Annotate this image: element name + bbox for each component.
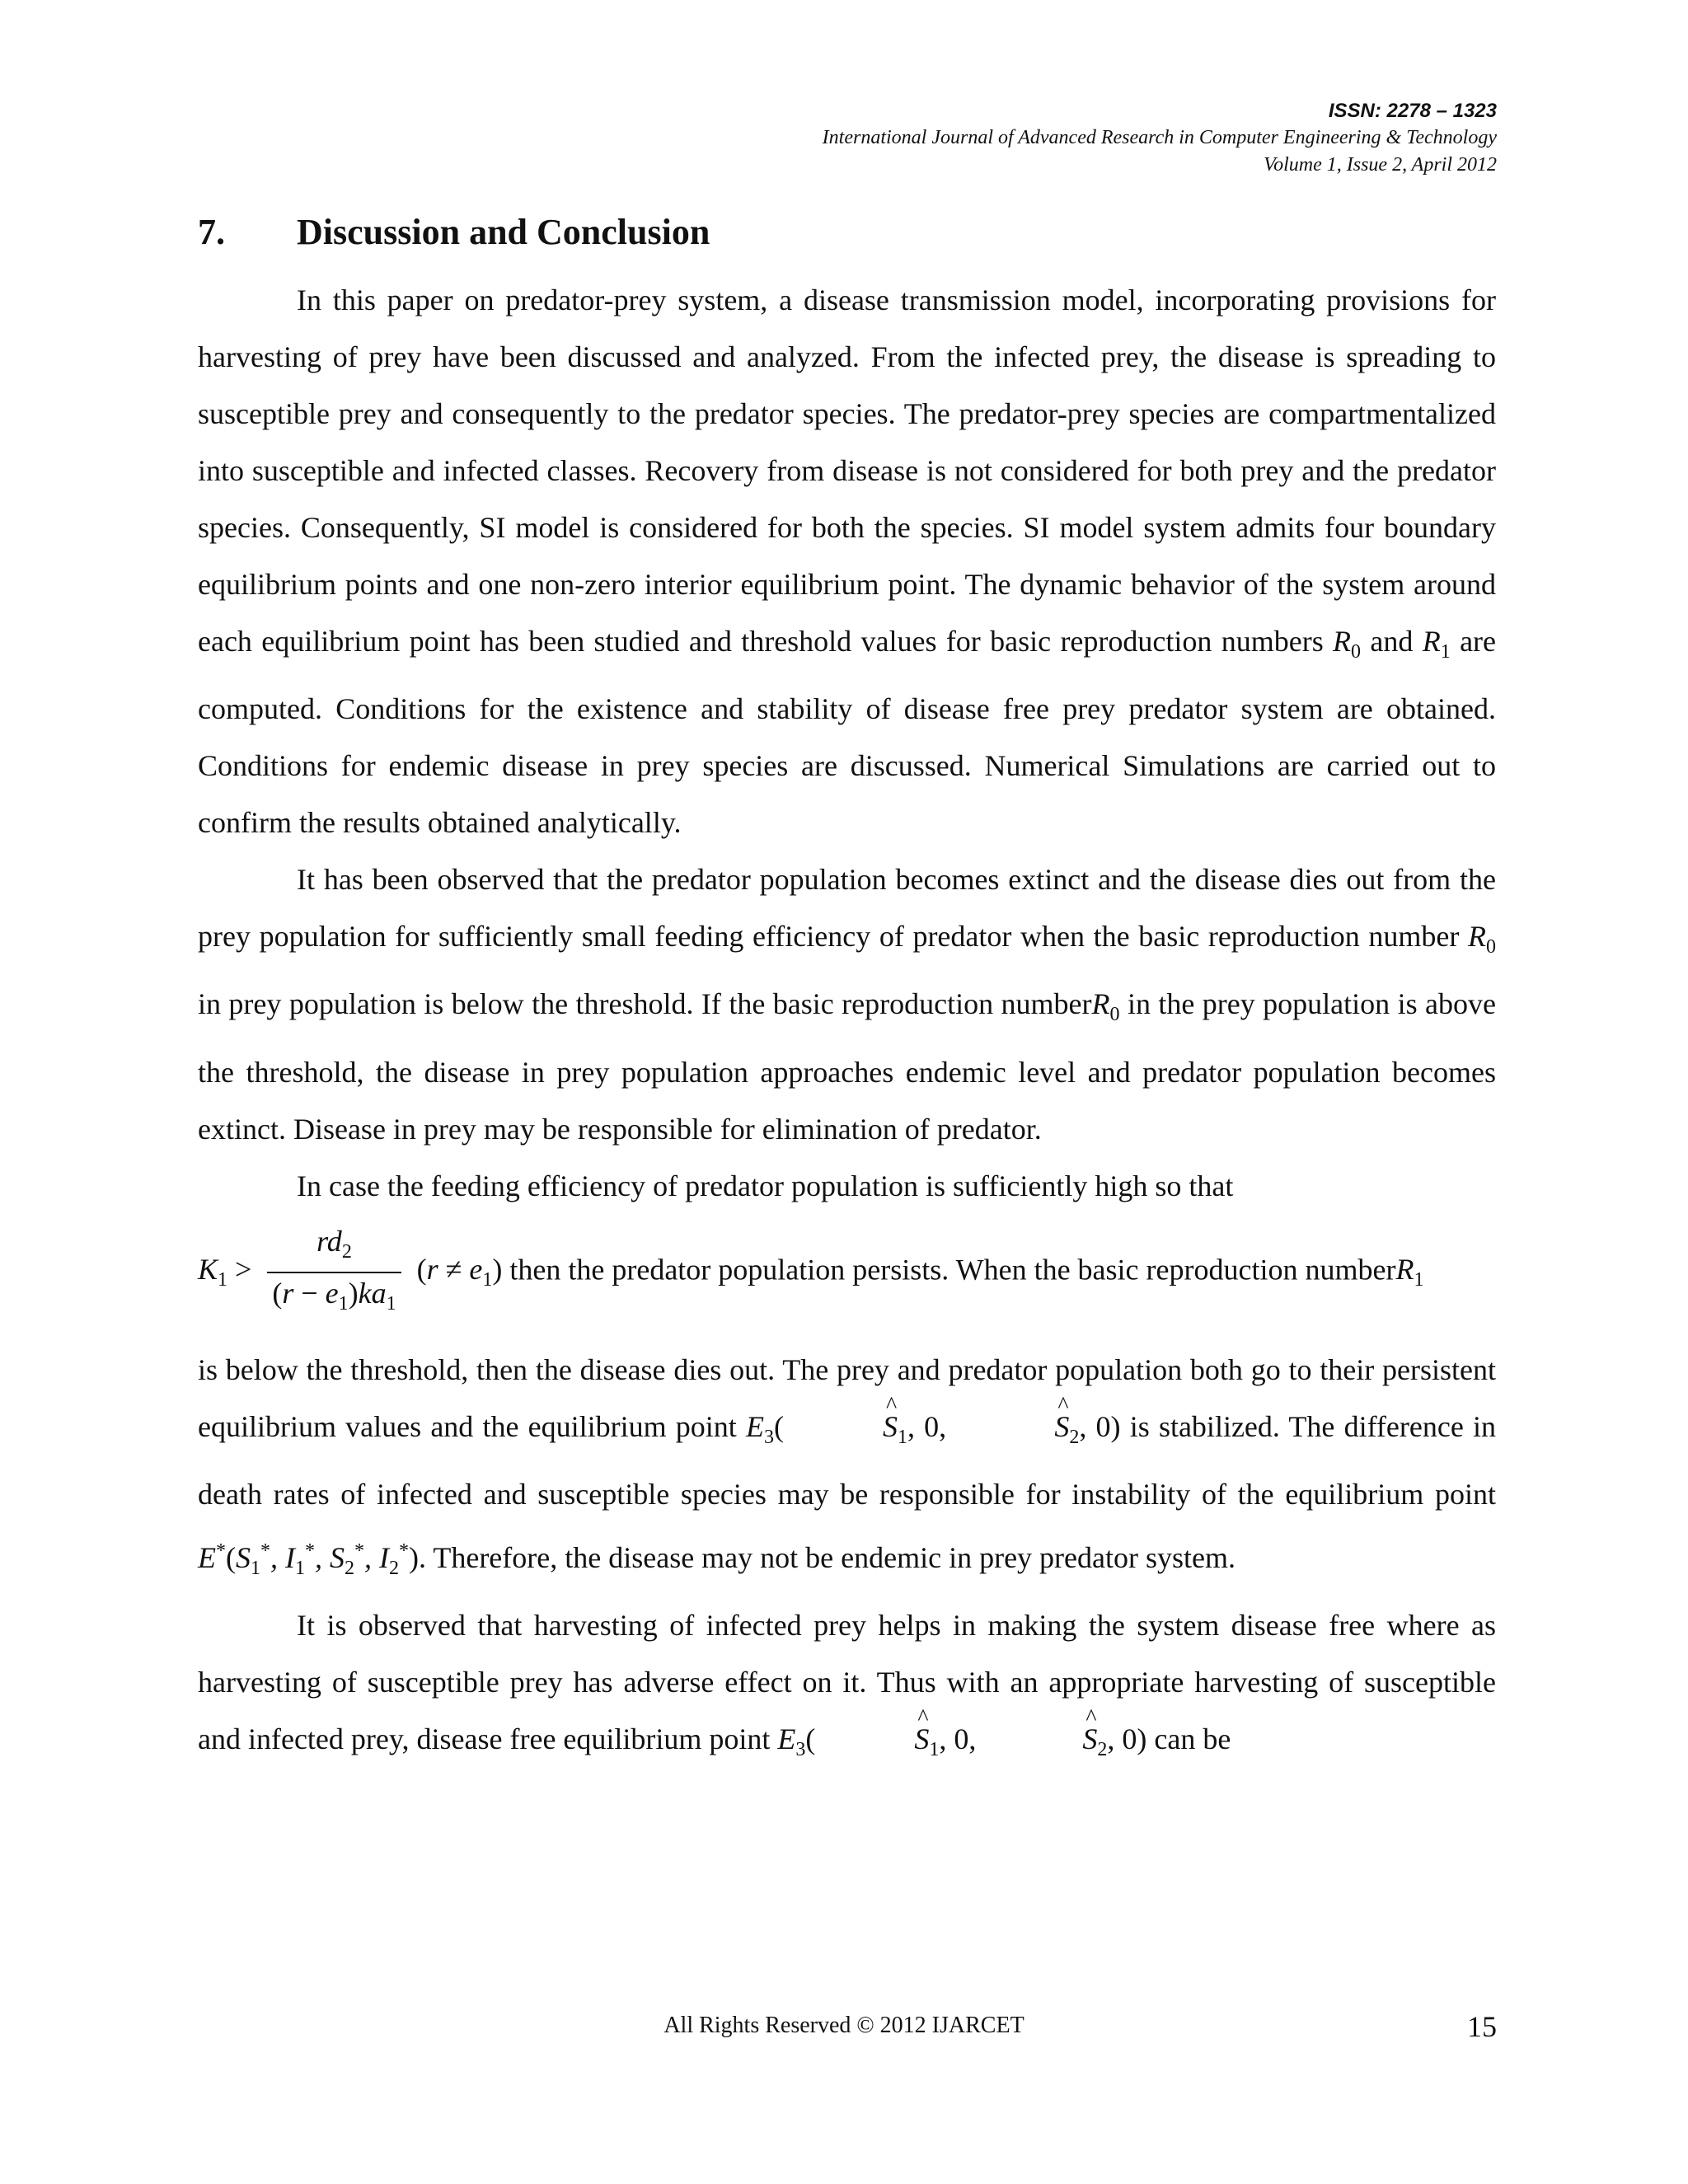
fraction xyxy=(267,1221,401,1324)
p1-text-a: In this paper on predator-prey system, a disease transmission model, incorporating provisions for harvesting of prey have been discussed and analyzed. From the infected prey, the disease is spreading to susceptible prey and consequently to the predator species. The predator-prey species are compartmentalized into susceptible and infected classes. Recovery from disease is not considered for both prey and the predator species. Consequently, SI model is considered for both the species. SI model system admits four boundary equilibrium points and one non-zero interior equilibrium point. The dynamic behavior of the system around each equilibrium point has been studied and threshold values for basic reproduction numbers xyxy=(198,284,1496,658)
paragraph-3 xyxy=(198,1158,1496,1598)
p2-text-a: It has been observed that the predator population becomes extinct and the disease dies out from the prey population for sufficiently small feeding efficiency of predator when the basic reproduction number xyxy=(198,863,1496,954)
r1-symbol: $R_1$ xyxy=(1422,625,1451,663)
section-number: 7. xyxy=(198,212,225,252)
journal-name: International Journal of Advanced Research in Computer Engineering & Technology xyxy=(822,127,1497,148)
p2-text-b: in prey population is below the threshold. If the basic reproduction number xyxy=(198,987,1092,1021)
r0-symbol: $R_0$ xyxy=(1468,920,1497,958)
issn: ISSN: 2278 – 1323 xyxy=(1328,100,1497,122)
inequality-line xyxy=(198,1221,1496,1324)
paragraph-1 xyxy=(198,272,1496,851)
r0-symbol: $R_0$ xyxy=(1091,987,1120,1026)
paragraph-2 xyxy=(198,851,1496,1157)
section-heading xyxy=(198,211,710,253)
p3-text-a: In case the feeding efficiency of predator population is sufficiently high so that xyxy=(297,1169,1234,1202)
journal-header xyxy=(823,97,1497,179)
equilibrium-e-star: $E^*(S_1^*$, $I_1^*$, $S_2^*$, $I_2^*$) xyxy=(198,1540,419,1580)
p4-text-b: can be xyxy=(1154,1722,1231,1756)
footer-rights: All Rights Reserved © 2012 IJARCET xyxy=(663,2013,1025,2038)
p1-text-b: are computed. Conditions for the existence and stability of disease free prey predator system are obtained. Conditions for endemic disease in prey species are discussed. Numerical Simulations are carried out to confirm the results obtained analytically. xyxy=(198,625,1497,840)
equilibrium-e3: $E_3(\^{}$ $S_1$, 0, ^ $S_2$, 0) xyxy=(746,1410,1121,1443)
equilibrium-e3: $E_3(\^{}$ $S_1$, 0, ^ $S_2$, 0) xyxy=(777,1722,1146,1755)
volume-issue: Volume 1, Issue 2, April 2012 xyxy=(1264,154,1497,176)
inequality-formula: $K_1$ > $\frac{rd_2}{(r - e_1)ka_1}$ $(r \ne e_1)$ xyxy=(198,1253,509,1286)
p3-text-d: is stabilized. The difference in death rates of infected and susceptible species may be responsible for instability of the equilibrium point xyxy=(198,1409,1497,1511)
section-title: Discussion and Conclusion xyxy=(297,212,710,252)
p3-text-c: is below the threshold, then the disease dies out. The prey and predator population both go to their persistent equilibrium values and the equilibrium point xyxy=(198,1352,1496,1443)
page-number: 15 xyxy=(1467,2010,1497,2043)
p3-text-e: . Therefore, the disease may not be endemic in prey predator system. xyxy=(419,1541,1236,1575)
r0-symbol: $R_0$ xyxy=(1333,625,1362,663)
p3-text-b: then the predator population persists. When the basic reproduction number xyxy=(509,1253,1396,1286)
body-text xyxy=(198,272,1496,1779)
p2-text-c: in the prey population is above the threshold, the disease in prey population approaches endemic level and predator population becomes extinct. Disease in prey may be responsible for elimination of predator. xyxy=(198,987,1496,1146)
r1-symbol: $R_1$ xyxy=(1395,1253,1424,1291)
fraction-denominator: $(r - e_1)ka_1$ xyxy=(272,1276,396,1315)
p4-text-a: It is observed that harvesting of infected prey helps in making the system disease free where as harvesting of susceptible prey has adverse effect on it. Thus with an appropriate harvesting of susceptible and infected prey, disease free equilibrium point xyxy=(198,1609,1496,1756)
paragraph-4 xyxy=(198,1597,1496,1779)
fraction-numerator: $rd_2$ xyxy=(267,1221,401,1273)
p1-and: and xyxy=(1370,625,1414,658)
